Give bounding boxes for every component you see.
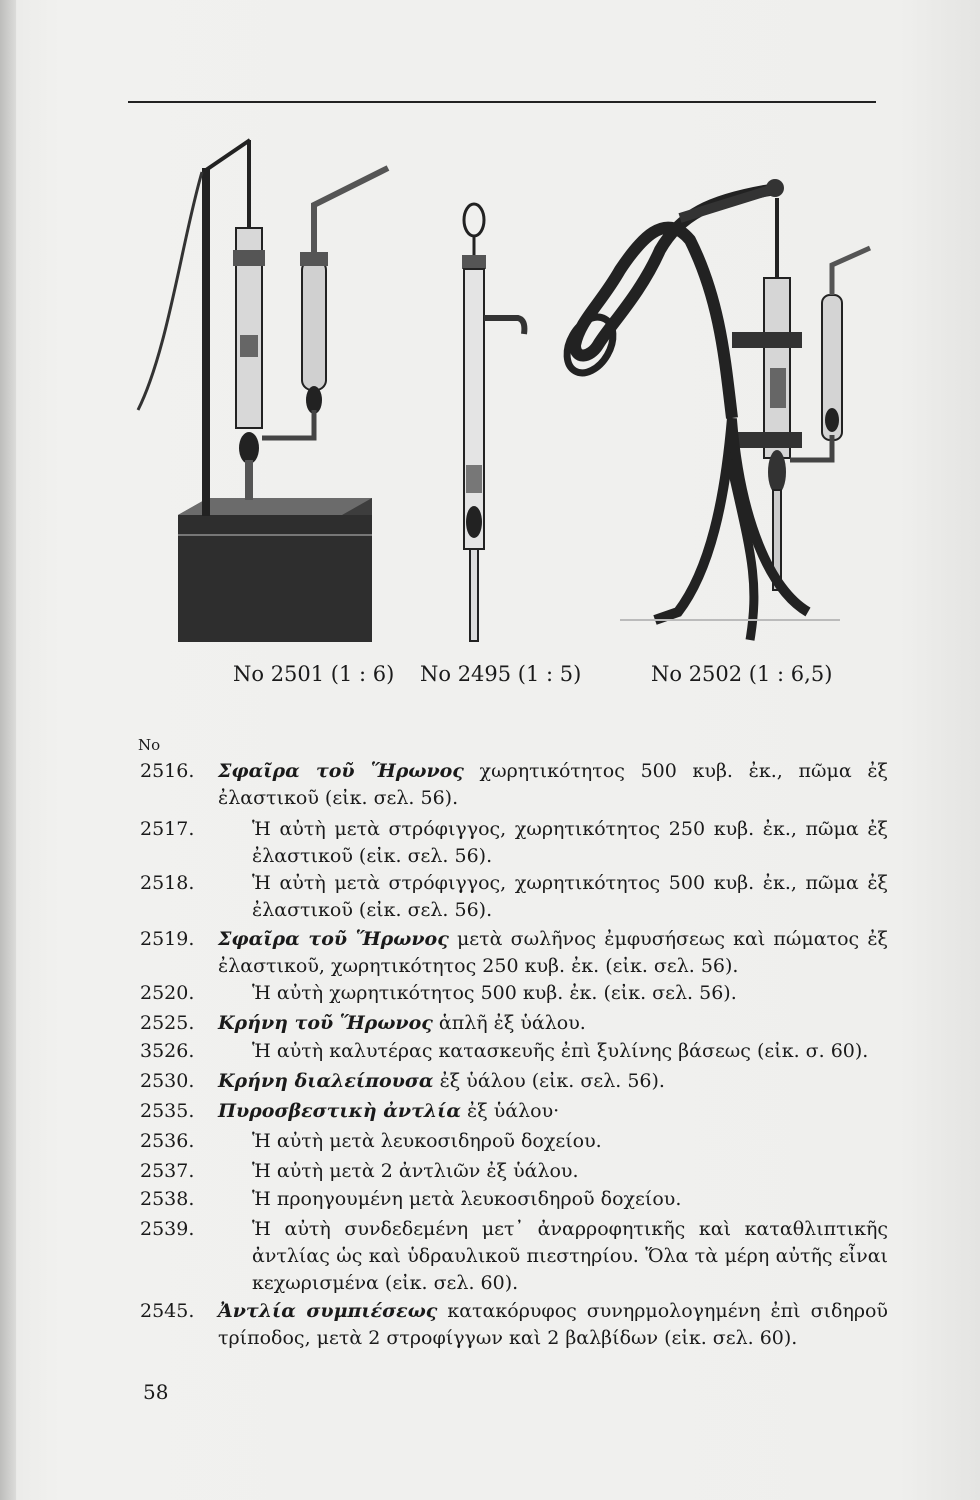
top-rule <box>128 101 876 103</box>
item-number: 2520. <box>140 982 195 1004</box>
pump-with-tank-drawing <box>138 140 388 642</box>
item-description <box>218 1068 888 1095</box>
item-title: Κρήνη διαλείπουσα <box>218 1070 434 1092</box>
item-title: Σφαῖρα τοῦ Ἥρωνος <box>218 760 464 782</box>
item-number: 2536. <box>140 1130 195 1152</box>
item-description: Ἡ αὐτὴ συνδεδεμένη μετ᾽ ἀναρροφητικῆς καὶ καταθλιπτικῆς ἀντλίας ὡς καὶ ὑδραυλικοῦ πιεστηρίου. Ὅλα τὰ μέρη αὐτῆς εἶναι κεχωρισμένα (εἰκ. σελ. 60). <box>252 1218 888 1294</box>
item-number: 2525. <box>140 1012 195 1034</box>
figure-captions <box>0 662 980 692</box>
item-title: Ἀντλία συμπιέσεως <box>218 1300 438 1322</box>
item-number: 2538. <box>140 1188 195 1210</box>
caption-no-2502: No 2502 (1 : 6,5) <box>651 662 833 686</box>
item-number: 2516. <box>140 760 195 782</box>
item-number: 2517. <box>140 818 195 840</box>
item-number: 2519. <box>140 928 195 950</box>
item-description: Ἡ αὐτὴ μετὰ 2 ἀντλιῶν ἐξ ὑάλου. <box>252 1160 579 1182</box>
page-number: 58 <box>143 1380 169 1404</box>
tripod-pump-drawing <box>558 179 870 640</box>
item-number: 3526. <box>140 1040 195 1062</box>
item-text: χωρητικότητος 500 κυβ. ἐκ., πῶμα ἐξ ἐλαστικοῦ (εἰκ. σελ. 56). <box>218 760 888 809</box>
item-description <box>218 926 888 980</box>
item-description <box>218 1010 888 1037</box>
number-column-header: No <box>138 736 161 754</box>
item-title: Κρήνη τοῦ Ἥρωνος <box>218 1012 433 1034</box>
item-description: Ἡ προηγουμένη μετὰ λευκοσιδηροῦ δοχείου. <box>252 1188 682 1210</box>
item-number: 2539. <box>140 1218 195 1240</box>
item-description: Ἡ αὐτὴ μετὰ στρόφιγγος, χωρητικότητος 250 κυβ. ἐκ., πῶμα ἐξ ἐλαστικοῦ (εἰκ. σελ. 56). <box>252 818 888 867</box>
item-title: Σφαῖρα τοῦ Ἥρωνος <box>218 928 449 950</box>
item-description: Ἡ αὐτὴ καλυτέρας κατασκευῆς ἐπὶ ξυλίνης βάσεως (εἰκ. σ. 60). <box>252 1040 869 1062</box>
item-description: Ἡ αὐτὴ μετὰ λευκοσιδηροῦ δοχείου. <box>252 1130 602 1152</box>
caption-no-2501: No 2501 (1 : 6) <box>233 662 395 686</box>
book-spine <box>0 0 16 1500</box>
item-description <box>218 758 888 812</box>
tube-pump-drawing <box>462 204 524 641</box>
item-text: κατακόρυφος συνηρμολογημένη ἐπὶ σιδηροῦ τρίποδος, μετὰ 2 στροφίγγων καὶ 2 βαλβίδων (εἰκ. σελ. 60). <box>218 1300 888 1349</box>
item-description <box>218 1098 888 1125</box>
item-description <box>218 1298 888 1352</box>
item-text: ἐξ ὑάλου (εἰκ. σελ. 56). <box>433 1070 665 1092</box>
item-number: 2535. <box>140 1100 195 1122</box>
caption-no-2495: No 2495 (1 : 5) <box>420 662 582 686</box>
item-title: Πυροσβεστικὴ ἀντλία <box>218 1100 462 1122</box>
item-text: ἁπλῆ ἐξ ὑάλου. <box>432 1012 586 1034</box>
item-description: Ἡ αὐτὴ χωρητικότητος 500 κυβ. ἐκ. (εἰκ. σελ. 56). <box>252 982 737 1004</box>
item-text: μετὰ σωλῆνος ἐμφυσήσεως καὶ πώματος ἐξ ἐλαστικοῦ, χωρητικότητος 250 κυβ. ἐκ. (εἰκ. σελ. 56). <box>218 928 888 977</box>
item-number: 2537. <box>140 1160 195 1182</box>
item-text: ἐξ ὑάλου· <box>461 1100 560 1122</box>
apparatus-illustration <box>120 120 900 660</box>
item-description: Ἡ αὐτὴ μετὰ στρόφιγγος, χωρητικότητος 500 κυβ. ἐκ., πῶμα ἐξ ἐλαστικοῦ (εἰκ. σελ. 56). <box>252 872 888 921</box>
item-number: 2545. <box>140 1300 195 1322</box>
item-number: 2530. <box>140 1070 195 1092</box>
item-number: 2518. <box>140 872 195 894</box>
